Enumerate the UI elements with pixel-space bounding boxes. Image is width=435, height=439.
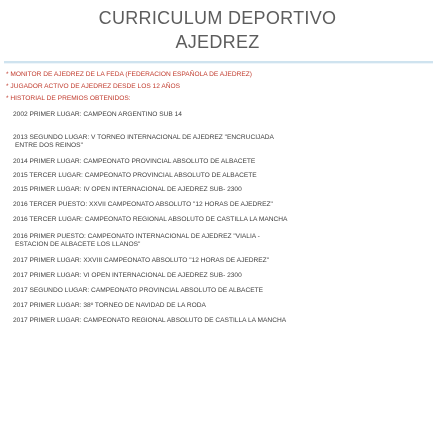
award-item: 2014 PRIMER LUGAR: CAMPEONATO PROVINCIAL ABSOLUTO DE ALBACETE [13,158,256,165]
page-title: CURRICULUM DEPORTIVO [98,8,337,28]
highlight-active-player: * JUGADOR ACTIVO DE AJEDREZ DESDE LOS 12 AÑOS [6,83,181,90]
award-item: 2016 PRIMER PUESTO: CAMPEONATO INTERNACIONAL DE AJEDREZ "VIALIA - [13,233,260,240]
award-item: 2017 PRIMER LUGAR: XXVIII CAMPEONATO ABSOLUTO "12 HORAS DE AJEDREZ" [13,257,270,264]
award-item: 2017 PRIMER LUGAR: CAMPEONATO REGIONAL ABSOLUTO DE CASTILLA LA MANCHA [13,317,287,324]
award-item: 2017 SEGUNDO LUGAR: CAMPEONATO PROVINCIAL ABSOLUTO DE ALBACETE [13,287,264,294]
highlight-awards-heading: * HISTORIAL DE PREMIOS OBTENIDOS: [6,95,131,102]
award-item: 2002 PRIMER LUGAR: CAMPEON ARGENTINO SUB 14 [13,111,182,118]
award-item: 2017 PRIMER LUGAR: VI OPEN INTERNACIONAL DE AJEDREZ SUB- 2300 [13,272,242,279]
page-subtitle: AJEDREZ [175,32,260,52]
award-item-continued: ENTRE DOS REINOS" [15,142,83,149]
header-divider-shadow [4,63,433,64]
award-item: 2016 TERCER PUESTO: XXVII CAMPEONATO ABSOLUTO "12 HORAS DE AJEDREZ" [13,201,273,208]
award-item: 2015 PRIMER LUGAR: IV OPEN INTERNACIONAL DE AJEDREZ SUB- 2300 [13,186,242,193]
award-item: 2013 SEGUNDO LUGAR: V TORNEO INTERNACIONAL DE AJEDREZ "ENCRUCIJADA [13,134,274,141]
award-item-continued: ESTACION DE ALBACETE LOS LLANOS" [15,241,141,248]
award-item: 2015 TERCER LUGAR: CAMPEONATO PROVINCIAL ABSOLUTO DE ALBACETE [13,172,257,179]
highlight-monitor: * MONITOR DE AJEDREZ DE LA FEDA (FEDERACION ESPAÑOLA DE AJEDREZ) [6,71,252,78]
award-item: 2017 PRIMER LUGAR: 38º TORNEO DE NAVIDAD DE LA RODA [13,302,206,309]
award-item: 2016 TERCER LUGAR: CAMPEONATO REGIONAL ABSOLUTO DE CASTILLA LA MANCHA [13,216,288,223]
